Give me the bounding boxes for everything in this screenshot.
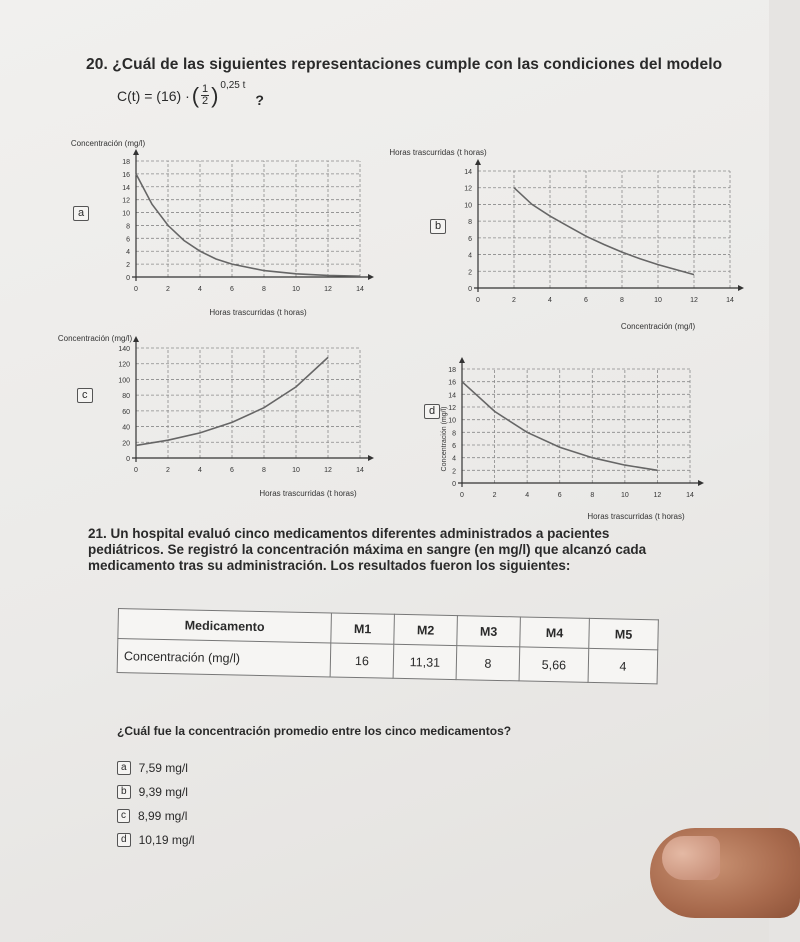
option-b-letter: b [117,785,131,799]
chart-d-ytick: 14 [448,392,456,400]
chart-b-xtick: 10 [654,297,662,304]
chart-c-ylabel: Concentración (mg/l) [57,334,133,343]
option-a[interactable] [117,760,195,776]
formula-question-mark: ? [255,91,264,108]
q20-text: ¿Cuál de las siguientes representaciones cumple con las condiciones del modelo [112,56,723,73]
chart-b-xtick: 14 [726,297,734,304]
chart-d-xlabel: Horas trascurridas (t horas) [587,512,685,521]
table-header-m2: M2 [394,614,458,645]
chart-b-ylabel: Horas trascurridas (t horas) [389,148,487,157]
q20-title [86,56,722,74]
chart-a-xtick: 8 [262,286,266,293]
table-row-label: Concentración (mg/l) [117,639,331,677]
chart-c-xtick: 2 [166,467,170,474]
q20-number: 20. [86,56,108,73]
chart-d-y-arrow [459,357,465,363]
chart-b-ytick: 12 [464,185,472,193]
chart-b-xtick: 8 [620,297,624,304]
chart-a-xtick: 4 [198,286,202,293]
chart-d-xtick: 6 [557,492,562,499]
option-d-text: 10,19 mg/l [138,833,195,847]
chart-d-xtick: 4 [525,492,530,499]
chart-d-ytick: 12 [448,405,456,412]
chart-c-x-arrow [368,455,374,461]
chart-a-xtick: 14 [356,286,364,293]
q21-question: ¿Cuál fue la concentración promedio entre los cinco medicamentos? [117,724,512,738]
chart-d-ylabel: Concentración (mg/l) [441,406,448,472]
formula-lhs: C(t) = (16) · [117,87,190,104]
chart-b-xtick: 0 [476,297,480,304]
chart-b-ticks [464,169,734,304]
formula-exponent: 0,25 t [220,80,246,91]
chart-d-xtick: 14 [686,492,694,499]
chart-d-ytick: 8 [452,430,456,438]
option-a-tag[interactable]: a [73,206,89,221]
chart-d-xtick: 12 [653,492,662,499]
option-c-text: 8,99 mg/l [138,809,188,823]
chart-a-ytick: 16 [122,171,130,179]
option-b-tag[interactable]: b [430,219,446,234]
q21-table [117,608,659,684]
chart-a-ytick: 6 [126,236,130,244]
chart-b-ytick: 8 [468,219,472,227]
chart-a-xtick: 12 [324,286,332,293]
chart-b-ytick: 6 [468,235,472,243]
chart-d-xtick: 10 [620,492,629,499]
chart-a-ytick: 14 [122,184,130,192]
option-c[interactable] [117,808,195,824]
chart-c-grid [136,348,360,458]
q21-options [117,760,195,848]
chart-d-ytick: 16 [448,379,456,387]
q21-number: 21. [88,526,107,541]
chart-c-xlabel: Horas trascurridas (t horas) [259,489,357,498]
chart-c-xtick: 10 [292,467,300,474]
table-cell-m2: 11,31 [393,644,457,679]
chart-d-grid [462,369,690,483]
chart-b-x-arrow [738,285,744,291]
q21-text: Un hospital evaluó cinco medicamentos diferentes administrados a pacientes pediátricos. Se registró la concentración máxima en sangre (en mg/l) que alcanzó cada medicamento tras su administración. Los resultados fueron los siguientes: [88,526,647,573]
formula-paren-close: ) [211,82,219,108]
chart-c-ticks [118,346,364,474]
chart-c-xtick: 8 [262,467,266,474]
table-cell-m4: 5,66 [519,647,589,682]
chart-c-xtick: 14 [356,467,364,474]
chart-b-xlabel: Concentración (mg/l) [620,322,696,331]
chart-d[interactable] [400,355,735,525]
chart-b-ytick: 2 [468,269,472,277]
chart-a[interactable] [50,135,385,325]
option-b[interactable] [117,784,195,800]
chart-a-grid [136,161,360,277]
chart-a-xtick: 6 [230,286,234,293]
chart-a-ytick: 12 [122,197,130,205]
chart-c-ytick: 60 [122,408,130,416]
chart-d-ytick: 6 [452,443,456,450]
table-header-m4: M4 [520,617,590,648]
chart-a-xtick: 10 [292,286,300,293]
chart-d-xtick: 2 [492,492,497,499]
chart-b-ytick: 10 [464,202,472,210]
chart-c-xtick: 4 [198,467,202,474]
chart-b-xtick: 6 [584,297,588,304]
chart-c[interactable] [50,330,385,500]
table-header-m1: M1 [331,613,395,644]
chart-a-x-arrow [368,274,374,280]
table-cell-m3: 8 [456,646,520,681]
chart-d-xtick: 0 [460,492,464,499]
chart-d-ytick: 18 [448,367,456,374]
table-header-m3: M3 [457,616,521,647]
chart-a-y-arrow [133,149,139,155]
chart-d-ytick: 10 [448,417,456,425]
chart-a-xtick: 0 [134,286,138,293]
chart-c-ytick: 0 [126,456,130,463]
table-cell-m5: 4 [588,648,658,683]
chart-b-y-arrow [475,159,481,165]
chart-c-ytick: 40 [122,424,130,432]
option-c-letter: c [117,809,130,823]
option-c-tag[interactable]: c [77,388,93,403]
chart-d-ytick: 4 [452,455,456,463]
chart-b-ytick: 0 [468,286,472,293]
chart-c-ytick: 80 [122,393,130,401]
chart-b-xtick: 12 [690,297,698,304]
chart-c-y-arrow [133,336,139,342]
q20-formula [117,80,264,108]
chart-c-xtick: 12 [324,467,332,474]
chart-d-ytick: 0 [452,481,456,488]
chart-a-xlabel: Horas trascurridas (t horas) [209,308,307,317]
chart-b-curve [514,188,694,275]
chart-c-xtick: 0 [134,467,138,474]
option-a-text: 7,59 mg/l [138,761,188,775]
chart-b-xtick: 2 [512,297,516,304]
option-d-tag[interactable]: d [424,404,440,419]
chart-b-xtick: 4 [548,297,552,304]
chart-a-ytick: 8 [126,223,130,231]
chart-c-ytick: 20 [122,440,130,448]
formula-paren-open: ( [191,82,200,108]
chart-c-xtick: 6 [230,467,234,474]
fraction-denominator: 2 [202,95,209,107]
chart-d-xtick: 8 [590,492,595,499]
chart-d-ytick: 2 [452,468,456,476]
option-d-letter: d [117,833,131,847]
table-header-label: Medicamento [118,609,332,643]
chart-c-ytick: 140 [118,346,130,353]
thumbnail-nail [662,836,720,880]
chart-a-ytick: 10 [122,210,130,218]
chart-a-ytick: 0 [126,275,130,282]
chart-c-ytick: 120 [118,361,130,369]
option-d[interactable] [117,832,195,848]
fraction-numerator: 1 [202,83,209,95]
chart-a-ylabel: Concentración (mg/l) [70,139,146,148]
chart-a-ytick: 18 [122,159,130,166]
chart-b-ytick: 14 [464,169,472,176]
option-a-letter: a [117,761,131,775]
formula-fraction [201,84,209,107]
chart-b-ytick: 4 [468,252,472,260]
chart-a-ytick: 4 [126,249,130,257]
option-b-text: 9,39 mg/l [138,785,188,799]
chart-a-ytick: 2 [126,262,130,270]
q21-table-wrap [117,608,659,684]
chart-d-x-arrow [698,480,704,486]
chart-b[interactable] [389,145,735,335]
table-header-m5: M5 [589,618,659,649]
chart-a-xtick: 2 [166,286,170,293]
table-cell-m1: 16 [330,643,394,678]
q21-statement [88,526,673,574]
chart-c-ytick: 100 [118,377,130,385]
